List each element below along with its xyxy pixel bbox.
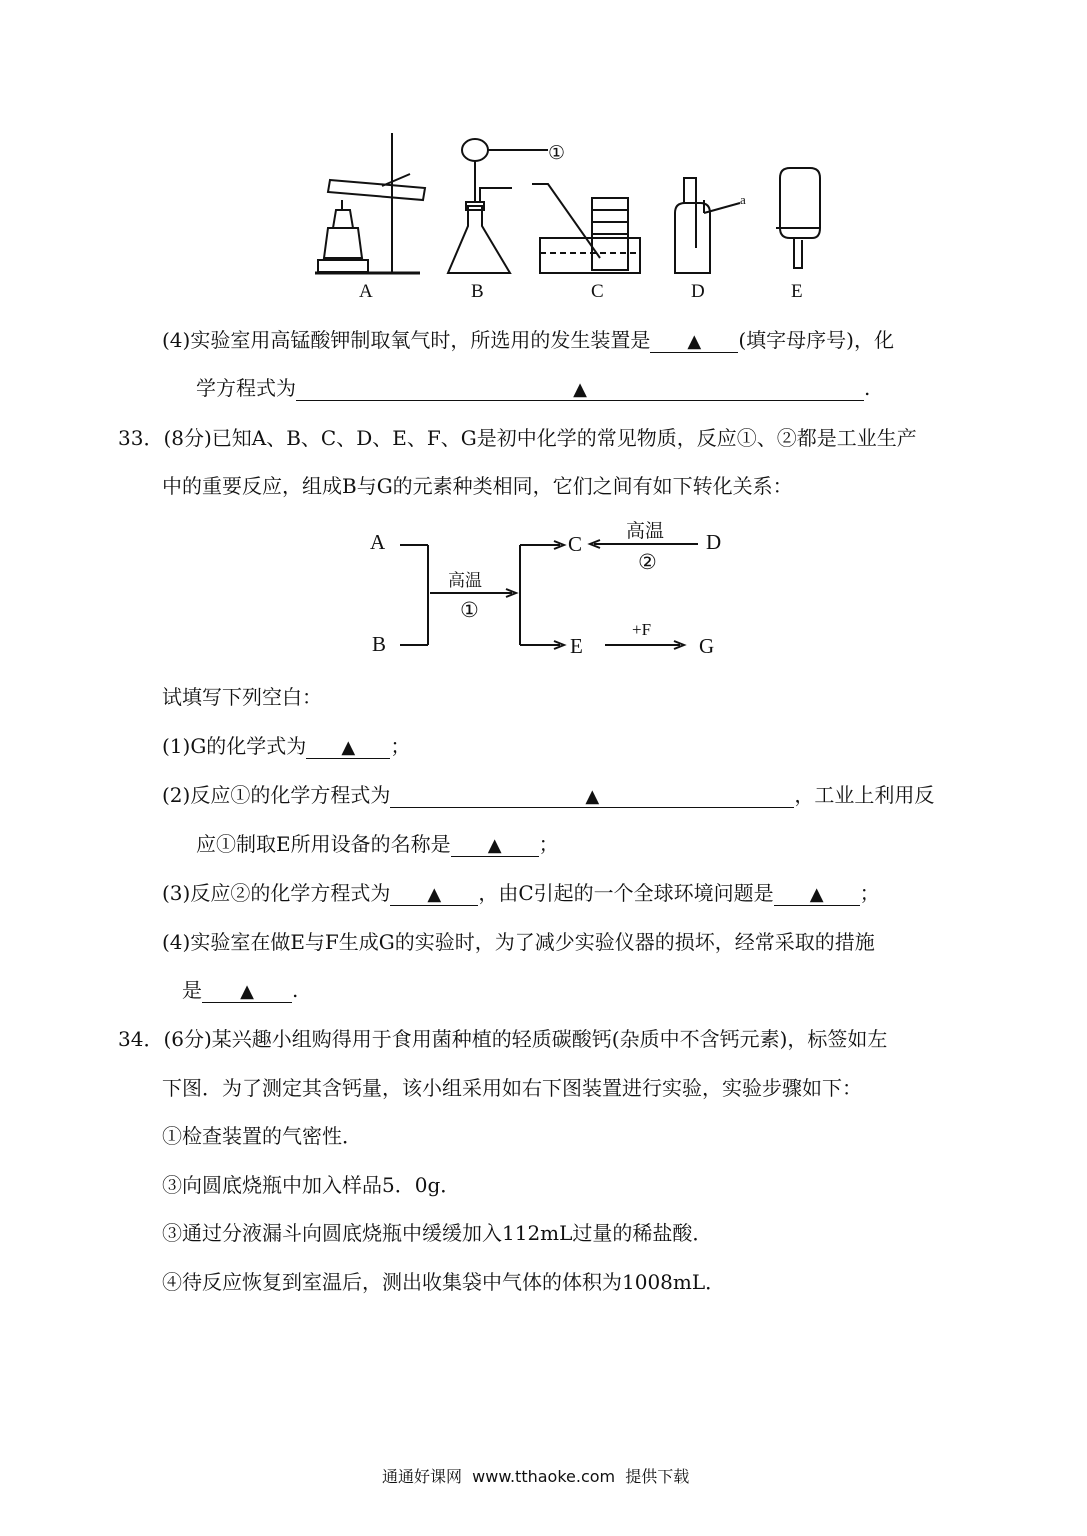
- triangle-icon: ▲: [809, 884, 824, 905]
- apparatus-label-c: C: [591, 281, 604, 302]
- q32-4-line2: [196, 374, 870, 402]
- q33-part3-mid: ，由C引起的一个全球环境问题是: [478, 881, 774, 905]
- q33-part2b-text: 应①制取E所用设备的名称是: [196, 832, 451, 856]
- page-footer: 通通好课网 www.tthaoke.com 提供下载: [382, 1467, 690, 1486]
- reagent-f: +F: [632, 620, 652, 639]
- node-e: E: [570, 634, 583, 658]
- q33-part1-end: ；: [390, 734, 411, 758]
- triangle-icon: ▲: [341, 737, 356, 758]
- reaction-diagram: [360, 515, 740, 665]
- answer-blank[interactable]: [774, 879, 860, 906]
- apparatus-drawing: [300, 128, 840, 308]
- q33-header2: 中的重要反应，组成B与G的元素种类相同，它们之间有如下转化关系：: [162, 474, 793, 498]
- q34-step4: ④待反应恢复到室温后，测出收集袋中气体的体积为1008mL．: [162, 1270, 726, 1294]
- q33-part4b-end: .: [292, 978, 299, 1002]
- answer-blank[interactable]: [202, 976, 292, 1003]
- q32-4-line1: [162, 326, 894, 354]
- node-d: D: [706, 530, 722, 554]
- node-b: B: [372, 632, 387, 656]
- q32-4-text3: 学方程式为: [196, 376, 296, 400]
- q33-part4b: [182, 976, 298, 1004]
- q33-part2-text: (2)反应①的化学方程式为: [162, 783, 391, 807]
- q34-step1: ①检查装置的气密性．: [162, 1124, 362, 1148]
- q33-part1: [162, 732, 410, 760]
- q33-part2b: [196, 830, 559, 858]
- q32-4-text4: .: [864, 376, 871, 400]
- apparatus-label-e: E: [791, 281, 803, 302]
- apparatus-label-b: B: [471, 281, 484, 302]
- q33-part3-end: ；: [859, 881, 880, 905]
- q33-header: 33．(8分)已知A、B、C、D、E、F、G是初中化学的常见物质，反应①、②都是工业生产: [118, 426, 917, 450]
- node-a: A: [370, 530, 386, 554]
- reaction-diagram-lines: [360, 515, 740, 665]
- apparatus-tube-label-a: a: [740, 192, 746, 207]
- answer-blank[interactable]: [390, 781, 794, 808]
- apparatus-label-a: A: [359, 281, 373, 302]
- q33-part3: [162, 879, 880, 907]
- reaction-number-2: ②: [638, 550, 657, 574]
- answer-blank[interactable]: [306, 732, 390, 759]
- answer-blank[interactable]: [390, 879, 478, 906]
- reaction-number-1: ①: [460, 598, 479, 622]
- q32-4-text2: (填字母序号)，化: [738, 328, 894, 352]
- answer-blank[interactable]: [296, 374, 864, 401]
- node-c: C: [568, 532, 583, 556]
- q34-step2: ③向圆底烧瓶中加入样品5．0g．: [162, 1173, 461, 1197]
- q33-part1-text: (1)G的化学式为: [162, 734, 307, 758]
- apparatus-label-d: D: [691, 281, 705, 302]
- triangle-icon: ▲: [240, 981, 254, 1002]
- triangle-icon: ▲: [687, 331, 702, 352]
- triangle-icon: ▲: [487, 835, 502, 856]
- triangle-icon: ▲: [427, 884, 442, 905]
- triangle-icon: ▲: [585, 786, 600, 807]
- node-g: G: [699, 634, 715, 658]
- q32-4-text1: (4)实验室用高锰酸钾制取氧气时，所选用的发生装置是: [162, 328, 651, 352]
- triangle-icon: ▲: [573, 379, 587, 400]
- q33-intro: 试填写下列空白：: [162, 685, 322, 709]
- answer-blank[interactable]: [650, 326, 738, 353]
- q34-header: 34．(6分)某兴趣小组购得用于食用菌种植的轻质碳酸钙(杂质中不含钙元素)，标签如左: [118, 1027, 888, 1051]
- q33-part2: [162, 781, 934, 809]
- apparatus-funnel-marker: ①: [548, 143, 566, 164]
- answer-blank[interactable]: [451, 830, 539, 857]
- q33-part3-text: (3)反应②的化学方程式为: [162, 881, 391, 905]
- q34-step3: ③通过分液漏斗向圆底烧瓶中缓缓加入112mL过量的稀盐酸．: [162, 1221, 713, 1245]
- q33-part2-end: ，工业上利用反: [794, 783, 935, 807]
- apparatus-figure: [300, 128, 840, 308]
- q33-part4b-text: 是: [182, 978, 202, 1002]
- q34-header2: 下图．为了测定其含钙量，该小组采用如右下图装置进行实验，实验步骤如下：: [162, 1076, 862, 1100]
- q33-part2b-end: ；: [538, 832, 559, 856]
- q33-part4: (4)实验室在做E与F生成G的实验时，为了减少实验仪器的损坏，经常采取的措施: [162, 930, 875, 954]
- condition-2: 高温: [626, 521, 665, 542]
- condition-1: 高温: [448, 571, 482, 590]
